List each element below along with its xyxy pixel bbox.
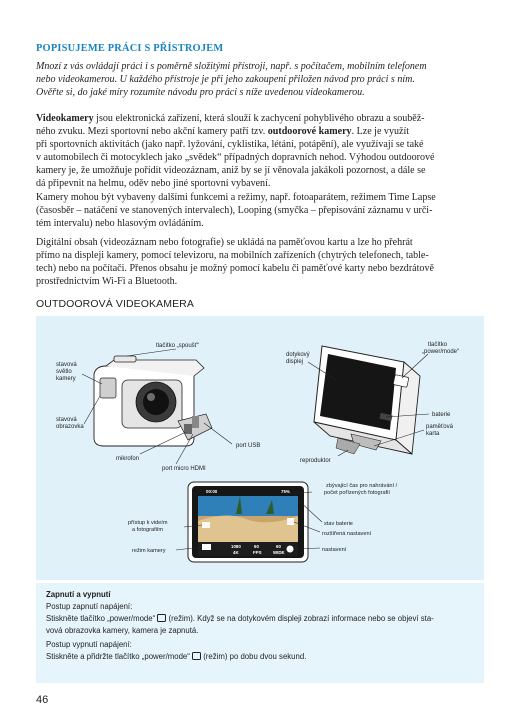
- label-status-screen-2: obrazovka: [56, 424, 84, 430]
- camera-front-illustration: [94, 356, 212, 446]
- label-time-left-1: zbývající čas pro nahrávání /: [326, 483, 398, 489]
- label-touch-display-2: displej: [286, 359, 304, 365]
- label-expanded-settings: rozšířená nastavení: [322, 531, 372, 537]
- label-touch-display-1: dotykový: [286, 352, 310, 358]
- screen-resolution-unit: 4K: [233, 550, 239, 555]
- p1-line: kamery je, že umožňuje pořídit videozáznam, aniž by se jí věnovala jakákoli pozornost, a dále se: [36, 165, 426, 177]
- videocameras-paragraph: [36, 112, 488, 191]
- label-memory-card-2: karta: [426, 431, 440, 437]
- label-camera-mode: režim kamery: [132, 548, 166, 554]
- power-instructions-box: [36, 583, 484, 683]
- p3-line: Digitální obsah (videozáznam nebo fotografie) se ukládá na paměťovou kartu a lze ho přehrát: [36, 237, 413, 248]
- camera-back-illustration: [314, 346, 420, 454]
- intro-line: nebo videokamerou. U každého přístroje je při jeho zakoupení přiložen návod pro práci s ním.: [36, 74, 415, 86]
- term-outdoor: outdoorové kamery: [267, 126, 352, 138]
- info-text: (režim). Když se na dotykovém displeji zobrazí informace nebo se objeví sta-: [166, 614, 434, 624]
- info-off-label: Postup vypnutí napájení:: [46, 640, 132, 650]
- info-on-label: Postup zapnutí napájení:: [46, 602, 133, 612]
- label-shutter: tlačítko „spoušť“: [156, 343, 199, 349]
- p2-line: (časosběr – natáčení ve stanovených intervalech), Looping (smyčka – přepisování záznamu v urči-: [36, 205, 433, 217]
- p1-text: . Lze je využít: [351, 126, 410, 138]
- label-status-screen-1: stavová: [56, 417, 77, 423]
- camera-figure: [36, 316, 484, 580]
- label-time-left-2: počet pořízených fotografií: [324, 490, 390, 496]
- label-gallery-1: přístup k videím: [128, 520, 168, 526]
- term-videokamery: Videokamery: [36, 113, 94, 124]
- p1-line: v automobilech či motocyklech jako „svědek“ případných dopravních nehod. Výhodou outdoorové: [36, 152, 435, 164]
- p3-line: tech) nebo na počítači. Přenos obsahu je možný pomocí kabelu či paměťové karty nebo bezdrátově: [36, 263, 434, 275]
- intro-line: Ověřte si, do jaké míry rozumíte návodu pro práci s níže uvedenou videokamerou.: [36, 87, 365, 99]
- label-status-light-1: stavová: [56, 362, 77, 368]
- settings-icon: [287, 546, 294, 553]
- screen-time: 00:00: [206, 489, 218, 494]
- screen-fps-unit: FPS: [253, 550, 262, 555]
- screen-resolution: 1080: [231, 544, 241, 549]
- intro-paragraph: [36, 60, 488, 99]
- label-status-light-3: kamery: [56, 376, 76, 382]
- label-power-2: „power/mode“: [422, 349, 460, 355]
- info-on-line: vová obrazovka kamery, kamera je zapnutá.: [46, 626, 199, 636]
- info-title: Zapnutí a vypnutí: [46, 590, 111, 599]
- p1-line: dá připevnit na helmu, oděv nebo jiné sportovní vybavení.: [36, 178, 271, 190]
- page-heading: POPISUJEME PRÁCI S PŘÍSTROJEM: [36, 43, 224, 54]
- section-title: OUTDOOROVÁ VIDEOKAMERA: [36, 298, 194, 310]
- power-mode-icon: [192, 652, 201, 660]
- label-battery-state: stav baterie: [324, 521, 353, 527]
- label-microphone: mikrofon: [116, 456, 140, 462]
- p3-line: přímo na displeji kamery, pomocí televizoru, na mobilních zařízeních (chytrých telefonech, table-: [36, 250, 429, 262]
- label-settings: nastavení: [322, 547, 347, 553]
- info-on-line: [46, 613, 474, 625]
- p1-line: [36, 125, 488, 138]
- info-text: Stiskněte tlačítko „power/mode“: [46, 614, 158, 624]
- p1-text: ného zvuku. Mezi sportovní nebo akční kamery patří tzv.: [36, 126, 268, 138]
- p1-line: při sportovních aktivitách (jako např. lyžování, cyklistika, létání, potápění), ale využívají se také: [36, 139, 424, 151]
- expanded-settings-icon: [287, 518, 294, 525]
- functions-paragraph: [36, 191, 488, 230]
- p3-line: prostřednictvím Wi-Fi a Bluetooth.: [36, 276, 178, 288]
- video-mode-icon: [202, 544, 211, 550]
- label-speaker: reproduktor: [300, 458, 331, 464]
- camera-screen-illustration: [188, 482, 308, 562]
- label-battery: baterie: [432, 412, 451, 418]
- info-text: (režim) po dobu dvou sekund.: [201, 652, 307, 662]
- label-power-1: tlačítko: [428, 342, 448, 348]
- label-status-light-2: světlo: [56, 369, 72, 375]
- gallery-icon: [202, 522, 210, 528]
- p2-line: Kamery mohou být vybaveny dalšími funkcemi a režimy, např. fotoaparátem, režimem Time Lapse: [36, 192, 436, 203]
- label-usb: port USB: [236, 443, 261, 449]
- p1-text: jsou elektronická zařízení, která slouží k zachycení pohyblivého obrazu a souběž-: [93, 113, 425, 124]
- screen-fps: 60: [254, 544, 259, 549]
- label-gallery-2: a fotografiím: [132, 527, 164, 533]
- p1-line: [36, 112, 488, 125]
- label-micro-hdmi: port micro HDMI: [162, 466, 206, 472]
- camera-diagram: [36, 316, 484, 580]
- intro-line: Mnozí z vás ovládají práci i s poměrně složitými přístroji, např. s počítačem, mobilním telefonem: [36, 61, 427, 72]
- info-off-line: [46, 651, 474, 663]
- page-number: 46: [36, 694, 49, 706]
- digital-content-paragraph: [36, 236, 488, 288]
- screen-fov: 60: [276, 544, 281, 549]
- info-text: Stiskněte a přidržte tlačítko „power/mode“: [46, 652, 193, 662]
- label-memory-card-1: paměťová: [426, 424, 453, 430]
- screen-battery: 75%: [281, 489, 290, 494]
- p2-line: tém intervalu) nebo hlasovým ovládáním.: [36, 218, 204, 230]
- screen-fov-unit: WIDE: [273, 550, 285, 555]
